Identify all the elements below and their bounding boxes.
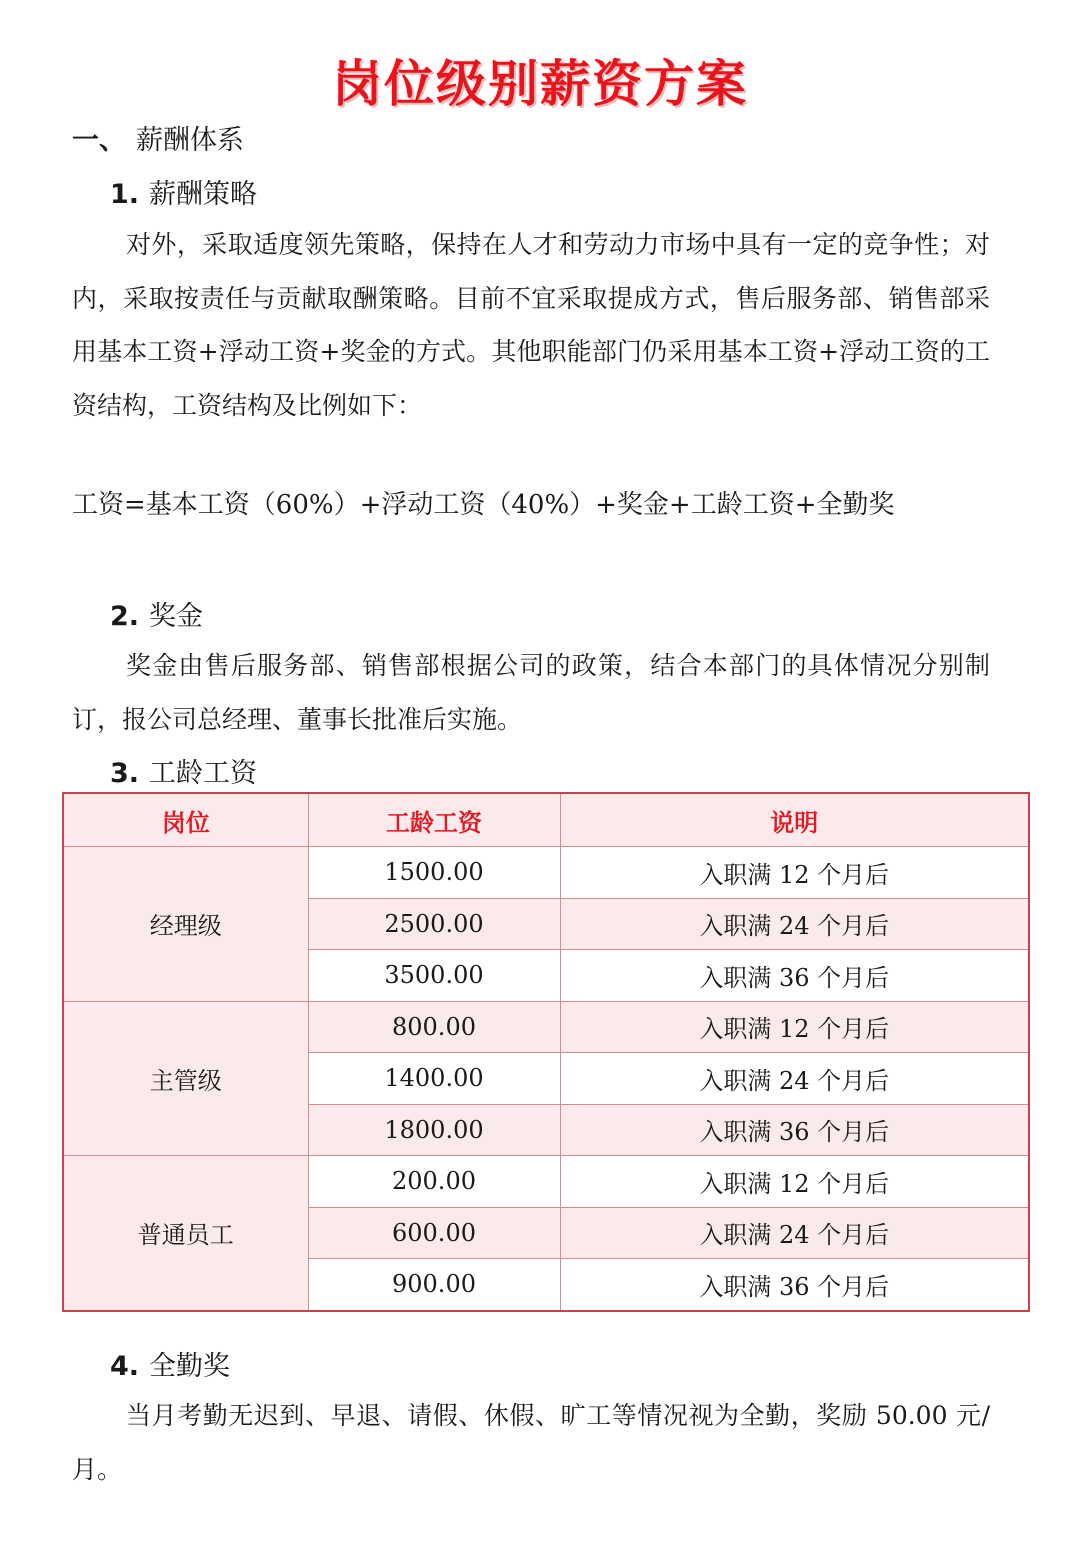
page-title: 岗位级别薪资方案	[332, 55, 748, 113]
note-cell: 入职满 12 个月后	[560, 1001, 1029, 1053]
amount-cell: 600.00	[308, 1207, 560, 1259]
amount-cell: 1800.00	[308, 1104, 560, 1156]
subheading-label: 工龄工资	[149, 758, 258, 789]
note-cell: 入职满 24 个月后	[560, 898, 1029, 950]
salary-formula: 工资=基本工资（60%）+浮动工资（40%）+奖金+工龄工资+全勤奖	[72, 490, 895, 520]
strategy-paragraph: 对外，采取适度领先策略，保持在人才和劳动力市场中具有一定的竞争性；对内，采取按责任与贡献取酬策略。目前不宜采取提成方式，售后服务部、销售部采用基本工资+浮动工资+奖金的方式。其他职能部门仍采用基本工资+浮动工资的工资结构，工资结构及比例如下：	[72, 230, 990, 420]
subheading-attendance-bonus	[110, 1344, 230, 1383]
amount-cell: 1500.00	[308, 847, 560, 899]
seniority-pay-table	[62, 792, 1030, 1312]
subheading-number: 4.	[110, 1351, 140, 1382]
table-header-row	[63, 793, 1029, 847]
note-cell: 入职满 12 个月后	[560, 847, 1029, 899]
attendance-paragraph: 当月考勤无迟到、早退、请假、休假、旷工等情况视为全勤，奖励 50.00 元/月。	[72, 1401, 990, 1484]
table-row	[63, 1001, 1029, 1053]
amount-cell: 3500.00	[308, 950, 560, 1002]
section-heading-compensation-system	[72, 118, 244, 157]
table-row	[63, 1156, 1029, 1208]
note-cell: 入职满 36 个月后	[560, 1259, 1029, 1311]
bonus-paragraph: 奖金由售后服务部、销售部根据公司的政策，结合本部门的具体情况分别制订，报公司总经理、董事长批准后实施。	[72, 651, 990, 734]
position-cell-manager: 经理级	[63, 847, 308, 1002]
amount-cell: 200.00	[308, 1156, 560, 1208]
subheading-seniority-pay	[110, 751, 257, 790]
subheading-compensation-strategy	[110, 172, 257, 211]
header-description: 说明	[560, 793, 1029, 847]
amount-cell: 800.00	[308, 1001, 560, 1053]
subheading-number: 3.	[110, 758, 140, 789]
note-cell: 入职满 12 个月后	[560, 1156, 1029, 1208]
subheading-label: 奖金	[149, 601, 204, 632]
subheading-bonus	[110, 594, 203, 633]
note-cell: 入职满 36 个月后	[560, 1104, 1029, 1156]
subheading-number: 1.	[110, 179, 140, 210]
subheading-number: 2.	[110, 601, 140, 632]
amount-cell: 2500.00	[308, 898, 560, 950]
subheading-label: 薪酬策略	[149, 179, 258, 210]
amount-cell: 900.00	[308, 1259, 560, 1311]
note-cell: 入职满 24 个月后	[560, 1207, 1029, 1259]
amount-cell: 1400.00	[308, 1053, 560, 1105]
position-cell-staff: 普通员工	[63, 1156, 308, 1311]
position-cell-supervisor: 主管级	[63, 1001, 308, 1156]
header-seniority-pay: 工龄工资	[308, 793, 560, 847]
subheading-label: 全勤奖	[149, 1351, 231, 1382]
section-label: 薪酬体系	[136, 125, 244, 156]
table-row	[63, 847, 1029, 899]
section-number: 一、	[72, 125, 126, 156]
header-position: 岗位	[63, 793, 308, 847]
note-cell: 入职满 24 个月后	[560, 1053, 1029, 1105]
note-cell: 入职满 36 个月后	[560, 950, 1029, 1002]
